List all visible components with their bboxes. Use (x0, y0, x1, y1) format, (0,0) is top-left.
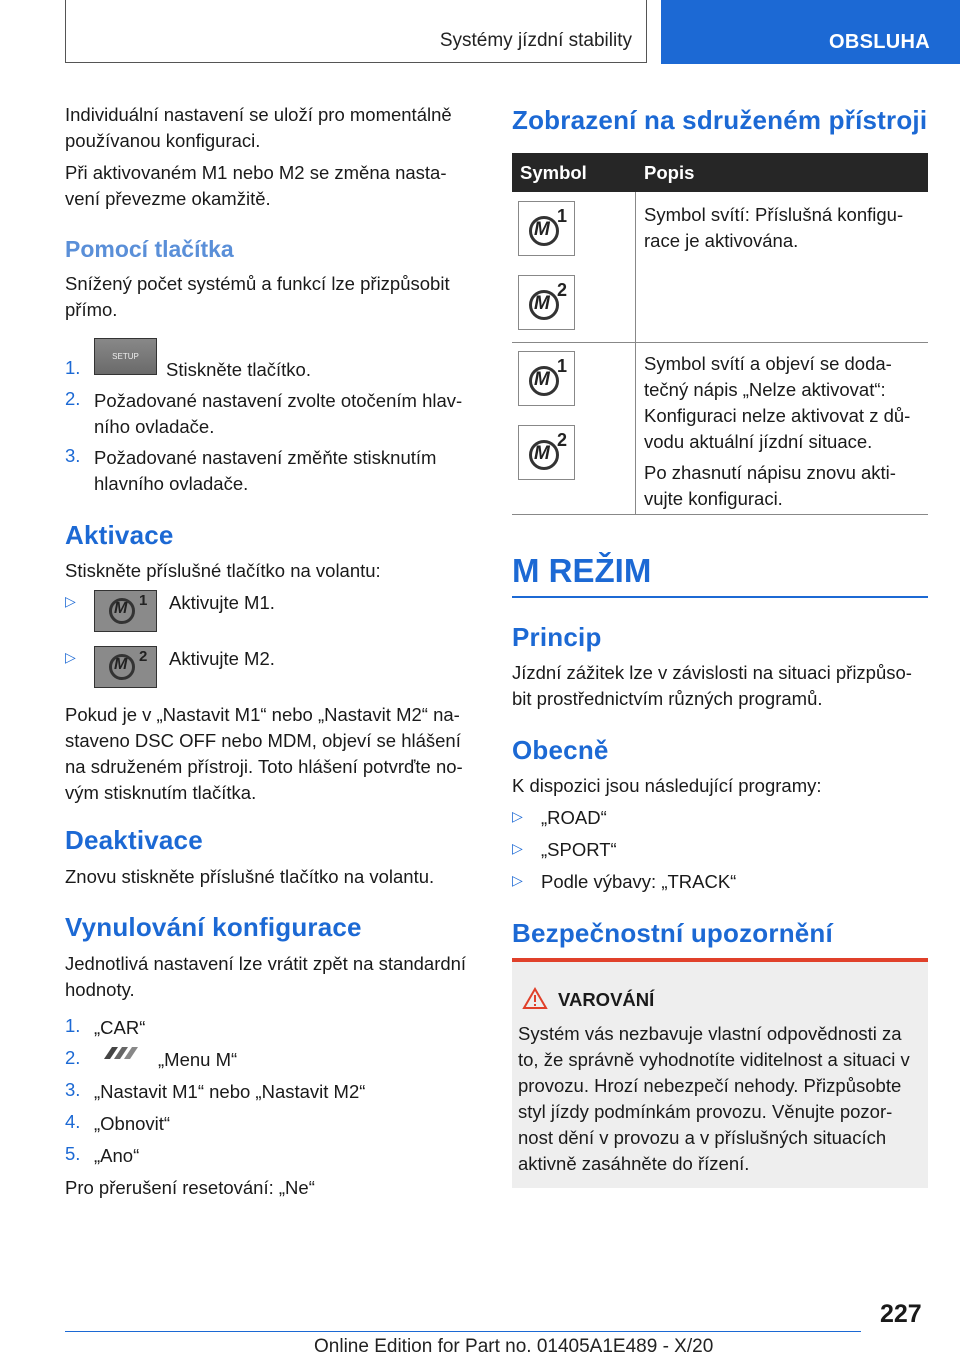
activation-item: Aktivujte M2. (169, 648, 275, 669)
intro-line: vení převezme okamžitě. (65, 188, 271, 209)
row1-description: Symbol svítí: Příslušná konfigu- (644, 204, 904, 225)
heading-reset: Vynulování konfigurace (65, 912, 362, 942)
warning-title: VAROVÁNÍ (558, 989, 655, 1010)
setup-label: SETUP (112, 352, 139, 361)
bullet-triangle-icon: ▷ (512, 808, 523, 824)
footer-edition: Online Edition for Part no. 01405A1E489 - X/20 (314, 1336, 714, 1357)
step-text: ního ovladače. (94, 416, 215, 437)
program-item: Podle výbavy: „TRACK“ (541, 871, 737, 892)
m2-symbol-icon (518, 425, 575, 480)
intro-line: používanou konfiguraci. (65, 130, 261, 151)
activation-item: Aktivujte M1. (169, 592, 275, 613)
m2-symbol-letter: M (534, 443, 550, 464)
row2-description: vodu aktuální jízdní situace. (644, 431, 873, 452)
activation-note: vým stisknutím tlačítka. (65, 782, 257, 803)
heading-activation: Aktivace (65, 520, 174, 550)
activation-note: staveno DSC OFF nebo MDM, objeví se hlášení (65, 730, 461, 751)
m2-button-image (94, 646, 157, 688)
col-header-symbol: Symbol (520, 162, 587, 183)
table-divider (635, 192, 636, 514)
principle-text: Jízdní zážitek lze v závislosti na situaci přizpůso- (512, 662, 912, 683)
reset-step-text: „Obnovit“ (94, 1113, 171, 1134)
row1-description: race je aktivována. (644, 230, 799, 251)
section-tab-label: OBSLUHA (829, 31, 930, 53)
warning-text: styl jízdy podmínkám provozu. Věnujte pozor- (518, 1101, 893, 1122)
row2-description: Konfiguraci nelze aktivovat z dů- (644, 405, 911, 426)
m1-symbol-sup: 1 (557, 356, 568, 376)
m1-symbol-sup: 1 (557, 206, 568, 226)
m2-symbol-sup: 2 (557, 280, 568, 300)
reset-step-number: 1. (65, 1015, 81, 1036)
program-item: „SPORT“ (541, 839, 617, 860)
section-title: Systémy jízdní stability (439, 30, 632, 51)
warning-text: to, že správně vyhodnotíte viditelnost a situaci v (518, 1049, 910, 1070)
m2-symbol-letter: M (534, 293, 550, 314)
row2-description: vujte konfiguraci. (644, 488, 783, 509)
m2-button-letter: M (114, 656, 128, 673)
m2-symbol-icon (518, 275, 575, 330)
row2-description: Po zhasnutí nápisu znovu akti- (644, 462, 896, 483)
program-item: „ROAD“ (541, 807, 607, 828)
m-stripes-icon (96, 1046, 148, 1060)
m1-button-sup: 1 (139, 592, 148, 609)
m1-symbol-icon (518, 201, 575, 256)
warning-triangle-icon (522, 987, 548, 1010)
m1-symbol-letter: M (534, 369, 550, 390)
warning-text: Systém vás nezbavuje vlastní odpovědnosti za (518, 1023, 902, 1044)
general-text: K dispozici jsou následující programy: (512, 775, 822, 796)
bullet-triangle-icon: ▷ (65, 593, 76, 609)
section-tab[interactable] (661, 0, 960, 64)
m1-button-letter: M (114, 600, 128, 617)
reset-step-number: 5. (65, 1143, 81, 1164)
activation-note: na sdruženém přístroji. Toto hlášení potvrďte no- (65, 756, 463, 777)
intro-line: Individuální nastavení se uloží pro momentálně (65, 104, 452, 125)
step-text: Stiskněte tlačítko. (166, 359, 311, 380)
heading-safety: Bezpečnostní upozornění (512, 918, 833, 948)
step-number: 1. (65, 357, 81, 378)
heading-general: Obecně (512, 735, 609, 765)
setup-button-image (94, 338, 157, 375)
principle-text: bit prostřednictvím různých programů. (512, 688, 823, 709)
bullet-triangle-icon: ▷ (512, 840, 523, 856)
intro-line: Při aktivovaném M1 nebo M2 se změna nasta- (65, 162, 447, 183)
reset-step-number: 4. (65, 1111, 81, 1132)
heading-display: Zobrazení na sdruženém přístroji (512, 105, 928, 135)
row2-description: Symbol svítí a objeví se doda- (644, 353, 892, 374)
bullet-triangle-icon: ▷ (512, 872, 523, 888)
reset-step-text: „Menu M“ (158, 1049, 238, 1070)
symbol-table-header (512, 153, 928, 192)
deactivation-text: Znovu stiskněte příslušné tlačítko na volantu. (65, 866, 435, 887)
reset-step-number: 3. (65, 1079, 81, 1100)
warning-text: aktivně zasáhněte do řízení. (518, 1153, 750, 1174)
heading-m-mode: M REŽIM (512, 552, 652, 589)
reset-step-text: „Ano“ (94, 1145, 140, 1166)
heading-button: Pomocí tlačítka (65, 236, 234, 262)
m2-symbol-sup: 2 (557, 430, 568, 450)
m1-button-image (94, 590, 157, 632)
table-bottom-rule (512, 514, 928, 515)
m2-button-sup: 2 (139, 648, 148, 665)
row2-description: tečný nápis „Nelze aktivovat“: (644, 379, 886, 400)
activation-note: Pokud je v „Nastavit M1“ nebo „Nastavit M2“ na- (65, 704, 460, 725)
bullet-triangle-icon: ▷ (65, 649, 76, 665)
button-text: přímo. (65, 299, 118, 320)
button-text: Snížený počet systémů a funkcí lze přizpůsobit (65, 273, 450, 294)
heading-principle: Princip (512, 622, 602, 652)
footer-rule (65, 1331, 861, 1332)
step-text: Požadované nastavení zvolte otočením hlav- (94, 390, 463, 411)
m1-symbol-letter: M (534, 219, 550, 240)
warning-box (512, 958, 928, 1188)
step-text: Požadované nastavení změňte stisknutím (94, 447, 437, 468)
reset-text: hodnoty. (65, 979, 135, 1000)
reset-step-text: „CAR“ (94, 1017, 146, 1038)
reset-cancel: Pro přerušení resetování: „Ne“ (65, 1177, 315, 1198)
page-number: 227 (880, 1300, 922, 1328)
activation-text: Stiskněte příslušné tlačítko na volantu: (65, 560, 381, 581)
step-text: hlavního ovladače. (94, 473, 249, 494)
reset-step-number: 2. (65, 1047, 81, 1068)
col-header-description: Popis (644, 162, 695, 183)
warning-text: provozu. Hrozí nebezpečí nehody. Přizpůsobte (518, 1075, 902, 1096)
table-row-divider (512, 342, 928, 343)
step-number: 3. (65, 445, 81, 466)
warning-text: nost dění v provozu a v příslušných situacích (518, 1127, 887, 1148)
heading-deactivation: Deaktivace (65, 825, 203, 855)
reset-step-text: „Nastavit M1“ nebo „Nastavit M2“ (94, 1081, 366, 1102)
heading-underline (512, 596, 928, 598)
header-box (65, 0, 647, 63)
reset-text: Jednotlivá nastavení lze vrátit zpět na standardní (65, 953, 467, 974)
step-number: 2. (65, 388, 81, 409)
m1-symbol-icon (518, 351, 575, 406)
